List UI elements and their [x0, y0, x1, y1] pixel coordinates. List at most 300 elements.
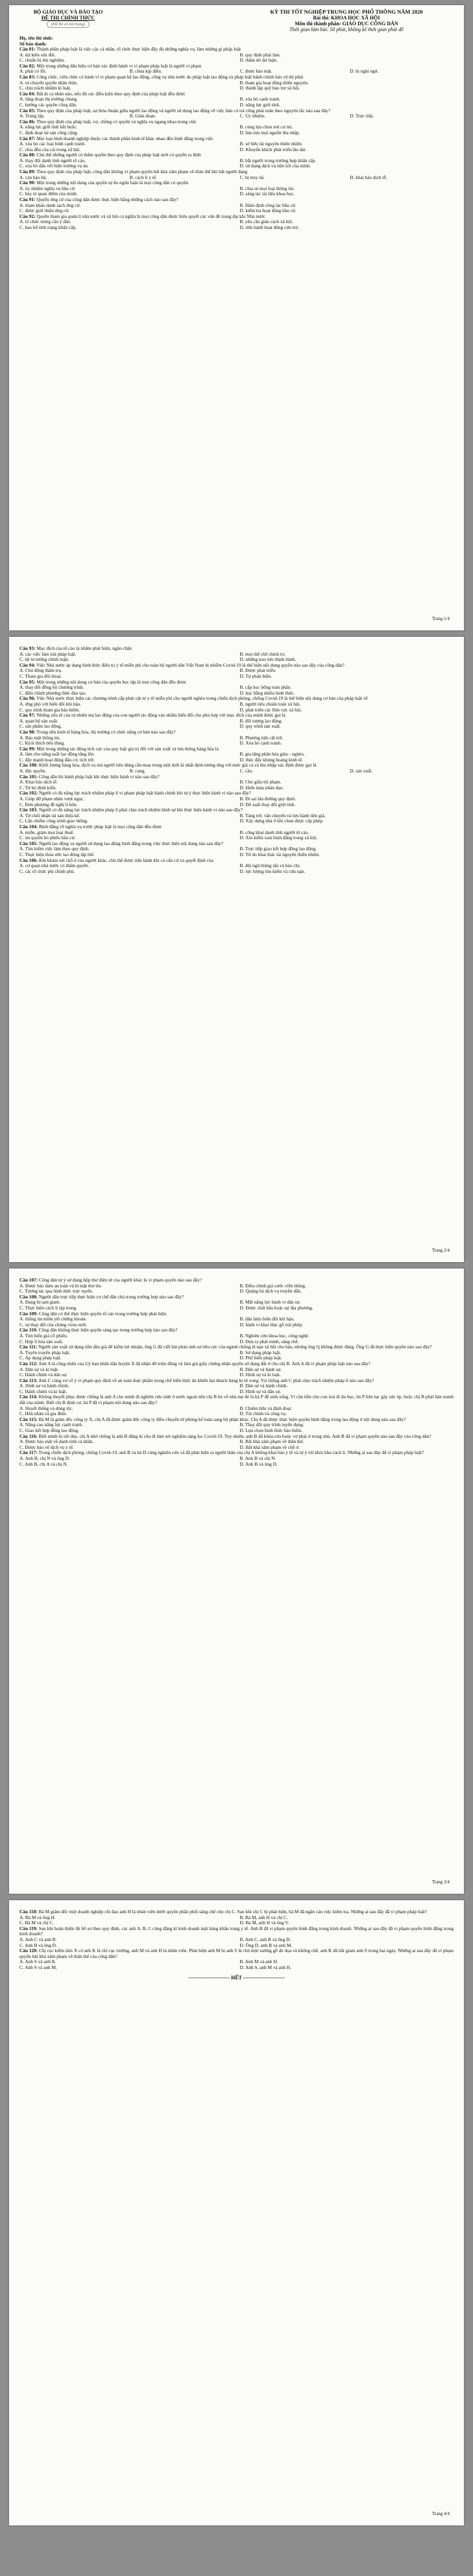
- answer-option: D. Lựa chọn hình thức bảo hiểm.: [239, 1428, 303, 1434]
- question-text: Người dân trực tiếp thực hiện cơ chế dân chủ trong trường hợp nào sau đây?: [39, 1293, 184, 1300]
- answer-option: B. Che giấu tội phạm.: [239, 780, 282, 785]
- question-text: Những yếu tố của tự nhiên mà lao động của con người tác động vào nhằm biến đổi cho phù hợp với mục đích của mình được gọi là: [36, 712, 285, 719]
- answer-options: [19, 863, 454, 874]
- question-number: Câu 94:: [19, 662, 36, 668]
- question-number: Câu 81:: [19, 46, 36, 52]
- answer-option: B. Thay đổi quy trình tuyển dụng.: [239, 1422, 304, 1428]
- answer-option: A. Bảo mật thông tin.: [19, 735, 61, 741]
- answer-option: D. bị nghi ngờ.: [350, 69, 379, 75]
- question-text: Quyền tham gia quản lí nhà nước và xã hội có nghĩa là mọi công dân được hiểu quyết các vấn đề trọng đại khi Nhà nước: [36, 213, 265, 219]
- answer-option: D. Xin kiểm soát bình đẳng trong xã hội.: [239, 835, 318, 841]
- answer-option: C. Hôn nhân và gia đình.: [19, 1411, 67, 1417]
- question-text: Bình đẳng về nghĩa vụ trước pháp luật là mọi công dân đều được: [39, 824, 162, 829]
- question-number: Câu 97:: [19, 712, 36, 719]
- answer-option: B. tham gia hoạt động thiện nguyện.: [239, 80, 309, 86]
- question-text: Bà M giám đốc một doanh nghiệp chỉ đạo anh H là nhân viên dưới quyền phân phối sáng chế cho chị C. Sau khi chị C bị phát hiện, bà M đã ngăn cản việc kiểm tra. Những ai sau đây đã vi phạm pháp luật?: [38, 1909, 428, 1914]
- question-stem: [19, 791, 454, 796]
- answer-option: A. Tuyên truyền pháp luật.: [19, 1350, 71, 1355]
- answer-options: [19, 125, 454, 136]
- question-text: Anh A là công nhân của Uỷ ban nhân dân huyện X đã nhận 40 triệu đồng và làm giả giấy chứng nhận quyền sử dụng đất ở cho chị B. Anh A đã vi phạm pháp luật nào sau đây?: [38, 1360, 370, 1366]
- exam-title: KỲ THI TỐT NGHIỆP TRUNG HỌC PHỔ THÔNG NĂM 2020: [270, 8, 423, 15]
- answer-option: B. Trực tiếp giao kết hợp đồng lao động.: [239, 846, 317, 852]
- answer-option: C. điều chỉnh phương thức đào tạo.: [19, 690, 86, 696]
- question-text: Một trong những nội dung cơ bản của quyền học tập là mọi công dân đều được: [36, 678, 187, 685]
- question-number: Câu 112:: [19, 1360, 38, 1366]
- question-number: Câu 104:: [19, 824, 38, 829]
- answer-option: C. Hành chính và kỉ luật.: [19, 1389, 67, 1394]
- exam-page: [9, 637, 464, 1262]
- question-stem: [19, 75, 454, 80]
- question-number: Câu 87:: [19, 135, 36, 141]
- exam-section: Bài thi: KHOA HỌC XÃ HỘI: [313, 15, 380, 21]
- answer-option: B. Anh M và anh H.: [239, 1959, 278, 1965]
- answer-option: C. bao bố tình trạng khẩn cấp.: [19, 225, 77, 230]
- header-right: [239, 9, 454, 32]
- answer-option: D. thúc đẩy khủng hoảng kinh tế.: [239, 757, 303, 763]
- question-number: Câu 120:: [19, 1948, 38, 1954]
- answer-option: B. gia tăng phân hóa giàu - nghèo.: [239, 752, 305, 757]
- answer-option: D. Tự phán biện.: [239, 673, 272, 679]
- question-number: Câu 84:: [19, 90, 36, 97]
- answer-option: B. chưa kịp điều.: [129, 69, 162, 75]
- answer-option: C. hệ tư tưởng chính tuận.: [19, 657, 69, 663]
- question-number: Câu 113:: [19, 1377, 38, 1383]
- answer-options: [19, 203, 454, 214]
- answer-option: B. Đi sai làn đường quy định.: [239, 796, 296, 802]
- answer-option: C. Đơn phương đề nghị li hôn.: [19, 802, 78, 807]
- answer-options: [19, 1937, 454, 1948]
- question-stem: [19, 1378, 454, 1384]
- answer-option: B. chia sẻ mọi loại thông tin.: [239, 185, 295, 191]
- answer-option: D. Hình sự và kỉ luật.: [239, 1372, 281, 1378]
- question-stem: [19, 214, 454, 220]
- question-stem: [19, 1417, 454, 1423]
- answer-option: A. Được bảo mật về danh tính cá nhân.: [19, 1439, 94, 1445]
- answer-option: D. Ông D, anh B và anh M.: [239, 1942, 293, 1948]
- answer-options: [19, 685, 454, 696]
- question-stem: [19, 1434, 454, 1440]
- answer-option: B. bắt người trong trường hợp khẩn cấp.: [239, 158, 317, 163]
- question-text: Người có đủ năng lực trách nhiệm pháp lí vi phạm pháp luật hành chính khi tự ý thực hiện hành vi nào sau đây?: [39, 790, 251, 796]
- question-stem: [19, 841, 454, 847]
- question-number: Câu 101:: [19, 773, 38, 780]
- answer-option: D. nâng lực giới tính.: [239, 102, 281, 108]
- answer-option: C. Anh S và anh M.: [19, 1964, 57, 1970]
- answer-options: [19, 652, 454, 663]
- answer-option: B. quy định phải làm.: [239, 52, 281, 58]
- answer-option: C. chịu trách nhiệm kỉ luật.: [19, 86, 71, 91]
- answer-option: B. cung.: [129, 769, 146, 774]
- answer-option: C. định đoạt tài sản công cộng.: [19, 130, 79, 136]
- answer-option: A. thay đổi danh tính người tố cáo.: [19, 158, 86, 163]
- answer-option: A. Trung lập.: [19, 113, 45, 119]
- answer-option: D. học bằng nhiều hình thức.: [239, 690, 295, 696]
- question-number: Câu 90:: [19, 180, 36, 186]
- answer-option: C. Thực hiện thỏa ước lao động tập thể.: [19, 852, 95, 857]
- answer-option: B. Mất năng lực hành vi dân sự.: [239, 1300, 301, 1306]
- answer-option: A. Khai báo dịch tễ.: [19, 780, 58, 785]
- question-stem: [19, 824, 454, 830]
- question-stem: [19, 663, 454, 669]
- answer-options: [19, 702, 454, 713]
- question-stem: [19, 1294, 454, 1300]
- question-stem: [19, 1328, 454, 1333]
- question-number: Câu 86:: [19, 118, 36, 125]
- question-text: Trong nền kinh tế hàng hóa, thị trường có chức năng cơ bản nào sau đây?: [36, 728, 176, 735]
- question-text: Công dân có thể thực hiện quyền tố cáo trong trường hợp phát hiện: [39, 1310, 167, 1317]
- question-text: Khối lượng hàng hóa, dịch vụ mà người tiêu dùng cần mua trong một thời kì nhất định tương ứng với mức giá cả và thu nhập xác định được gọi là: [39, 762, 317, 769]
- question-number: Câu 103:: [19, 807, 38, 813]
- question-number: Câu 110:: [19, 1327, 38, 1333]
- question-text: Việc Nhà nước áp dụng hình thức điều trị y tế miễn phí cho toàn bộ người dân Việt Nam bị nhiễm Covid-19 là thể hiện nội dung quyền nào sau đây của công dân?: [36, 662, 345, 668]
- question-number: Câu 95:: [19, 678, 36, 685]
- header-left: [19, 9, 117, 32]
- answer-option: C. cầu.: [239, 769, 253, 774]
- question-stem: [19, 1278, 454, 1283]
- question-number: Câu 91:: [19, 197, 36, 203]
- answer-option: A. miễn, giảm mọi loại thuế.: [19, 829, 74, 835]
- answer-option: D. khai báo dịch tễ.: [350, 174, 387, 180]
- answer-option: D. Bà M, anh H và ông V.: [239, 1920, 289, 1926]
- question-number: Câu 119:: [19, 1925, 38, 1931]
- answer-option: D. Bất khả xâm phạm về chỗ ở.: [239, 1444, 300, 1450]
- question-text: Theo quy định của pháp luật, vợ, chồng có quyền và nghĩa vụ ngang nhau trong việc: [36, 118, 197, 125]
- question-number: Câu 116:: [19, 1433, 38, 1439]
- answer-option: C. Hợp lí hóa sản xuất.: [19, 1339, 64, 1344]
- question-stem: [19, 1450, 454, 1456]
- answer-options: [19, 780, 454, 791]
- question-number: Câu 109:: [19, 1310, 38, 1317]
- question-number: Câu 117:: [19, 1449, 38, 1456]
- question-stem: [19, 730, 454, 735]
- question-text: Không thuyết phục được chồng là anh A cho mình đi nghiên cứu sinh ở nước ngoài nên chị B bỏ về nhà mẹ đẻ là bà P để sinh sống. Vì cần tiền cho con trai đi du học, bà P liên tục gây sức ép, buộc chị B phải bán mảnh đất của mình. Biết chị B định cư, bà P đã vi phạm nội dung nào sau đây?: [19, 1394, 454, 1406]
- question-stem: [19, 680, 454, 686]
- answer-option: D. kiểm tra hoạt động bầu cử.: [239, 208, 297, 214]
- answer-option: C. Tham gia đối thoại.: [19, 673, 62, 679]
- question-number: Câu 107:: [19, 1277, 38, 1283]
- answer-option: D. sử dụng dịch vụ tiện ích của mình.: [239, 163, 311, 169]
- answer-option: A. Huyết thống và dòng tộc.: [19, 1405, 73, 1411]
- question-stem: [19, 1361, 454, 1367]
- answer-option: C. chuẩn bị thủ nghiệm.: [19, 58, 66, 64]
- answer-options: [19, 1300, 454, 1311]
- answer-option: C. Áp dụng pháp luật.: [19, 1355, 62, 1361]
- answer-option: B. Bà M, anh H và chị C.: [239, 1914, 288, 1920]
- answer-option: A. tổ chức trưng cầu ý dân.: [19, 219, 71, 225]
- answer-option: D. lực lượng tìm kiếm và cứu nạn.: [239, 868, 306, 874]
- answer-option: B. người tiêu chuẩn toàn xã hội.: [239, 701, 301, 707]
- answer-option: C. xóa bỏ dấu vết hiện trường vụ án.: [19, 163, 89, 169]
- question-text: Một trong những nội dung của quyền tự do ngôn luận là mọi công dân có quyền: [36, 180, 189, 186]
- answer-option: B. Dân sự và hành sự.: [239, 1366, 282, 1372]
- answer-option: A. thông tin miền yết chứng khoán.: [19, 1317, 87, 1322]
- answer-option: A. Từ chối nhận tài sản thừa kế.: [19, 813, 80, 818]
- page-number: Trang 4/4: [431, 2511, 450, 2516]
- answer-option: B. yêu cầu giản cách xã hội.: [239, 219, 293, 225]
- answer-option: A. quan hệ sản xuất.: [19, 718, 58, 724]
- question-text: Người sản xuất sử dụng tiền dầu giả để kiếm lợi nhuận, ông G đã viết bài phản ánh sự tiêu cực của ngành chống tệ nạn xã hội cho báo, nhưng ông Q không được đăng. Ông G đã thực hiện quyền nào sau đây?: [38, 1344, 432, 1350]
- answer-option: B. Bất khả xâm phạm về thân thể.: [239, 1439, 304, 1445]
- answer-option: C. Giao kết hợp đồng lao động.: [19, 1428, 79, 1434]
- answer-option: C. đẩy mạnh hoạt động đầu cơ, tích trữ.: [19, 757, 95, 763]
- question-number: Câu 99:: [19, 745, 36, 752]
- answer-options: [19, 846, 454, 857]
- answer-option: D. sản xuất.: [350, 769, 373, 774]
- question-stem: [19, 807, 454, 813]
- answer-option: A. Anh S và anh K.: [19, 1959, 56, 1965]
- answer-options: [19, 186, 454, 197]
- question-number: Câu 92:: [19, 213, 36, 219]
- answer-option: A. Được bảo đảm an toàn và bí mật thư tín.: [19, 1283, 102, 1289]
- answer-option: A. Anh B, chị N và ông D.: [19, 1456, 70, 1461]
- answer-option: B. Chiếm hữu và định đoạt.: [239, 1405, 293, 1411]
- answer-option: B. cách li y tế.: [129, 174, 157, 180]
- answer-option: B. Hàm định công tác bầu cử.: [239, 202, 297, 208]
- answer-option: A. Nâng cao năng lực cạnh tranh.: [19, 1422, 83, 1428]
- answer-option: B. Phương tiện cất trữ.: [239, 735, 283, 741]
- answer-options: [19, 1333, 454, 1344]
- answer-options: [19, 796, 454, 807]
- exam-header: [19, 9, 454, 32]
- question-text: Việc Nhà nước thực hiện các chương trình cấp phát vật tư y tế miễn phí cho người nghèo trong chiến dịch phòng, chống Covid-19 là thể hiện nội dung cơ bản của pháp luật về: [36, 695, 368, 702]
- answer-option: D. Hình sự và dân sự.: [239, 1389, 282, 1394]
- question-text: Chị cục kiểm lâm X có anh K là chi cục trưởng, anh M và anh H là nhân viên. Phát hiện anh M bị anh S là chủ một xưởng gỗ đe dọa và khống chế, anh K đã bắt giam anh S trong hai ngày. Những ai sau đây đã vi phạm quyền bất khả xâm phạm về thân thể của công dân?: [19, 1948, 454, 1959]
- answer-option: D. Xóa bỏ cạnh tranh.: [239, 741, 282, 746]
- question-stem: [19, 91, 454, 97]
- question-stem: [19, 1394, 454, 1405]
- answer-option: C. Ủy nhiệm.: [239, 113, 265, 119]
- question-number: Câu 98:: [19, 728, 36, 735]
- answer-options: [19, 830, 454, 841]
- answer-option: B. Gián đoạn.: [129, 113, 156, 119]
- question-number: Câu 82:: [19, 62, 36, 69]
- question-stem: [19, 180, 454, 186]
- answer-option: C. Kích thích tiêu dùng.: [19, 741, 66, 746]
- answer-option: A. Anh C và anh B.: [19, 1937, 57, 1942]
- answer-option: C. Được bảo vệ dịch vụ y tế.: [19, 1444, 74, 1450]
- answer-options: [19, 1915, 454, 1926]
- answer-options: [19, 1367, 454, 1378]
- answer-option: B. đối tượng lao động.: [239, 718, 283, 724]
- answer-options: [19, 1959, 454, 1970]
- answer-option: D. Hiến máu nhân đạo.: [239, 785, 284, 791]
- answer-option: C. Anh B, chị A và chị N.: [19, 1461, 68, 1467]
- answer-option: A. cản bảo hộ.: [19, 174, 47, 180]
- answer-option: D. quy trình sản xuất.: [239, 724, 281, 730]
- question-stem: [19, 119, 454, 125]
- answer-option: A. phải có lỗi.: [19, 69, 47, 75]
- answer-option: B. Sử dụng pháp luật.: [239, 1350, 282, 1355]
- official-label: ĐỀ THI CHÍNH THỨC: [41, 15, 95, 21]
- question-text: Thành phần pháp luật là việc các cá nhân, tổ chức thực hiện đầy đủ những nghĩa vụ, làm những gì pháp luật: [36, 46, 241, 52]
- answer-option: C. quy trình tham gia bảo hiểm.: [19, 707, 80, 713]
- question-text: Sau khi hoàn thiện đủ hồ sơ theo quy định, các anh A, B, C cùng đăng kí kinh doanh mặt hàng khẩu trang y tế. Anh B đã vi phạm quyền bình đẳng trong kinh doanh. Những ai sau đây đã vi phạm quyền bình đẳng trong kinh doanh?: [19, 1925, 454, 1937]
- answer-option: C. bị truy nã.: [239, 174, 265, 180]
- answer-option: C. hướng các quyền công dân.: [19, 102, 77, 108]
- answer-option: C. Tương tác qua hình thức trực tuyến.: [19, 1289, 93, 1294]
- answer-option: B. cấp học bổng toàn phần.: [239, 685, 292, 691]
- answer-option: D. thành lập quỹ bảo trợ xã hội.: [239, 86, 300, 91]
- answer-option: A. Đang bị tạm giam.: [19, 1300, 61, 1306]
- question-text: Trong chiến dịch phòng, chống Covid-19, anh B và bà D cùng nghiên cứu và đã phát hiện ra người thân của chị A không khai báo y tế và tự ý rời khỏi khu cách li. Những ai sau đây đã vi phạm pháp luật?: [38, 1449, 424, 1456]
- answer-option: A. thay đổi đồng bộ chương trình.: [19, 685, 84, 691]
- answer-options: [19, 1283, 454, 1294]
- answer-option: C. sự thay đổi của chủng virus mới.: [19, 1322, 88, 1328]
- answer-option: C. được bảo mật.: [239, 69, 273, 75]
- answer-options: [19, 1422, 454, 1433]
- exam-page: [9, 5, 464, 630]
- answer-option: D. Khuyến khích phát triển lâu dài.: [239, 147, 307, 152]
- question-stem: [19, 197, 454, 203]
- question-text: Theo quy định của pháp luật, sự thỏa thuận giữa người lao động và người sử dụng lao động về việc làm có trả công phải tuân theo nguyên tắc nào sau đây?: [36, 107, 331, 113]
- answer-option: B. Anh C, anh B và ông D.: [239, 1937, 291, 1942]
- answer-option: B. dấu hiệu biến đổi khí hậu.: [239, 1317, 295, 1322]
- answer-options: [19, 158, 454, 169]
- question-stem: [19, 1948, 454, 1959]
- exam-subject: Môn thi thành phần: GIÁO DỤC CÔNG DÂN: [295, 21, 398, 27]
- answer-option: C. ưu quyền bỏ phiếu bầu cử.: [19, 835, 76, 841]
- answer-option: A. Tìm kiếm việc làm theo quy định.: [19, 846, 90, 852]
- pages-note-stamp: (Đề thi có 04 trang): [47, 21, 90, 28]
- answer-option: A. tham khảo danh sách ứng cử.: [19, 202, 81, 208]
- question-number: Câu 83:: [19, 73, 36, 80]
- answer-option: D. Anh B và ông D.: [239, 1461, 278, 1467]
- exam-page: [9, 1900, 464, 2525]
- answer-option: A. các việc làm trái pháp luật.: [19, 651, 77, 657]
- exam-time: Thời gian làm bài: 50 phút, không kể thời gian phát đề: [289, 27, 404, 32]
- candidate-number-label: Số báo danh:: [19, 41, 47, 47]
- question-text: Biết mình bị sốt nhẹ, chị A nhờ chồng là anh B đăng kí cho đi làm xét nghiệm sàng lọc Covid-19. Tuy nhiên, anh B đã khóa cửa buộc vợ phải ở trong nhà. Anh B đã vi phạm quyền nào sau đây của công dân?: [38, 1433, 431, 1439]
- question-stem: [19, 64, 454, 69]
- answer-option: A. nâng lực giới tính bắt buộc.: [19, 125, 78, 130]
- answer-option: D. Đưa ra phát minh, sáng chế.: [239, 1339, 299, 1344]
- question-stem: [19, 152, 454, 158]
- answer-option: D. Xây dựng nhà ở khi chưa được cấp phép.: [239, 818, 324, 824]
- candidate-info: [19, 35, 454, 47]
- question-text: Một trong những dấu hiệu cơ bản xác định hành vi vi phạm pháp luật là người vi phạm: [36, 62, 202, 69]
- question-number: Câu 89:: [19, 169, 36, 175]
- question-stem: [19, 696, 454, 702]
- answer-option: B. Dân sự và hành chính.: [239, 1383, 288, 1389]
- answer-option: B. xóa bỏ cạnh tranh.: [239, 97, 280, 102]
- answer-option: B. mọi thể chế chính trị.: [239, 651, 286, 657]
- page-number: Trang 1/4: [431, 616, 450, 621]
- question-text: Công chức, viên chức có hành vi vi phạm quan hệ lao động, công vụ nhà nước do pháp luật lao động và pháp luật hành chính bảo vệ thì phải: [36, 73, 304, 80]
- answer-option: C. Thực hiện cách li tập trung.: [19, 1305, 77, 1311]
- question-text: Công dân không thực hiện quyền sáng tạo trong trường hợp nào sau đây?: [38, 1327, 178, 1333]
- question-text: Quyền ứng cử của công dân được thực hiện bằng những cách nào sau đây?: [36, 197, 178, 203]
- answer-option: A. Dân sự và kỉ luật.: [19, 1366, 59, 1372]
- question-stem: [19, 108, 454, 114]
- answer-options: [19, 219, 454, 230]
- question-text: Công dân thi hành pháp luật khi thực hiện hành vi nào sau đây?: [39, 773, 160, 780]
- answer-option: D. Trực tiếp.: [350, 113, 374, 119]
- question-number: Câu 114:: [19, 1394, 38, 1400]
- question-stem: [19, 646, 454, 652]
- answer-option: A. Hình sự và hành chính.: [19, 1383, 69, 1389]
- question-stem: [19, 1311, 454, 1317]
- question-stem: [19, 136, 454, 142]
- answer-option: B. Điều chỉnh giá cước viễn thông.: [239, 1283, 306, 1289]
- question-number: Câu 88:: [19, 152, 36, 158]
- answer-option: A. độc quyền.: [19, 769, 46, 774]
- answer-option: C. Bà M và chị C.: [19, 1920, 54, 1926]
- answer-options: [19, 1439, 454, 1450]
- answer-option: A. cơ quan nhà nước có thẩm quyền.: [19, 863, 90, 869]
- answer-option: B. đội ngũ thông tấn và báo chí.: [239, 863, 300, 869]
- answer-option: D. Quảng bá dịch vụ truyền dẫn.: [239, 1289, 302, 1294]
- question-stem: [19, 858, 454, 864]
- answer-option: C. các tổ chức phi chính phủ.: [19, 868, 75, 874]
- answer-options: [19, 1383, 454, 1394]
- question-text: Anh C cùng vợ cố ý vi phạm quy định về an toàn thực phẩm trong chế biến thức ăn khiến hai khách hàng bị tử vong. Vợ chồng anh C phải chịu trách nhiệm pháp lí nào sau đây?: [38, 1377, 374, 1383]
- answer-options: [19, 53, 454, 64]
- answer-options: [19, 719, 454, 730]
- answer-options: [19, 668, 454, 679]
- question-stem: [19, 1926, 454, 1937]
- question-number: Câu 102:: [19, 790, 38, 796]
- answer-options: [19, 1317, 454, 1328]
- question-number: Câu 93:: [19, 645, 36, 651]
- answer-option: A. tư chuyển quyền nhân thân.: [19, 80, 78, 86]
- question-stem: [19, 746, 454, 752]
- question-stem: [19, 763, 454, 769]
- question-stem: [19, 774, 454, 780]
- answer-options: [19, 80, 454, 91]
- answer-options: [19, 752, 454, 763]
- answer-option: D. Tài chính và công vụ.: [239, 1411, 287, 1417]
- answer-option: B. cùng lựa chọn nơi cư trú.: [239, 125, 293, 130]
- answer-option: B. sở hữu tài nguyên thiên nhiên.: [239, 141, 303, 147]
- question-stem: [19, 169, 454, 175]
- answer-option: A. ủy nhiệm nghĩa vụ bầu cử.: [19, 185, 76, 191]
- answer-options: [19, 1350, 454, 1361]
- answer-option: A. dự kiến sửa đổi.: [19, 52, 56, 58]
- question-text: Một trong những tác động tích cực của quy luật giá trị đối với sản xuất và lưu thông hàng hóa là: [36, 745, 219, 752]
- answer-option: A. làm cho năng suất lao động tăng lên.: [19, 752, 95, 757]
- question-number: Câu 118:: [19, 1909, 38, 1914]
- answer-option: B. công khai danh tính người tố cáo.: [239, 829, 309, 835]
- answer-option: C. Hành chính và dân sự.: [19, 1372, 67, 1378]
- answer-option: B. Nghiên cứu khoa học, công nghệ.: [239, 1333, 309, 1339]
- answer-option: C. Anh B và ông D.: [19, 1942, 57, 1948]
- answer-options: [19, 141, 454, 152]
- page-number: Trang 3/4: [431, 1879, 450, 1885]
- answer-option: D. tiến hành hoạt động cứu trợ.: [239, 225, 299, 230]
- answer-option: D. những trao lưu thịnh hành.: [239, 657, 297, 663]
- answer-options: [19, 1456, 454, 1467]
- question-number: Câu 106:: [19, 857, 38, 863]
- answer-option: A. Bà M và ông H.: [19, 1914, 56, 1920]
- answer-option: B. Tàng trữ, vận chuyển và lưu hành tiền giả.: [239, 813, 326, 818]
- answer-option: D. Từ do khai thác tài nguyên thiên nhiên.: [239, 852, 320, 857]
- question-number: Câu 111:: [19, 1344, 38, 1350]
- answer-option: A. Chủ động thăm trụ.: [19, 668, 62, 674]
- answer-option: C. chia đều của cải trong xã hội.: [19, 147, 81, 152]
- answer-option: A. Giúp đỡ phạm nhân vượt ngục.: [19, 796, 85, 802]
- answer-options: [19, 97, 454, 108]
- question-text: Theo quy định của pháp luật, công dân không vi phạm quyền bất khả xâm phạm về thân thể khi bắt người đang: [36, 169, 248, 175]
- question-text: Công dân tự ý sử dụng hộp thư điện tử của người khác là vi phạm quyền nào sau đây?: [39, 1277, 202, 1283]
- answer-option: C. được giới thiệu ứng cử.: [19, 208, 69, 214]
- answer-option: C. bày tỏ quan điểm của mình.: [19, 191, 78, 197]
- question-number: Câu 96:: [19, 695, 36, 702]
- answer-option: A. ứng phó với biến đổi khí hậu.: [19, 701, 82, 707]
- end-marker: ------------------------ HẾT ------------------------: [188, 1974, 285, 1981]
- answer-option: B. Được phát triển.: [239, 668, 276, 674]
- answer-option: A. xóa bỏ các loại hình cạnh tranh.: [19, 141, 86, 147]
- question-number: Câu 105:: [19, 840, 38, 846]
